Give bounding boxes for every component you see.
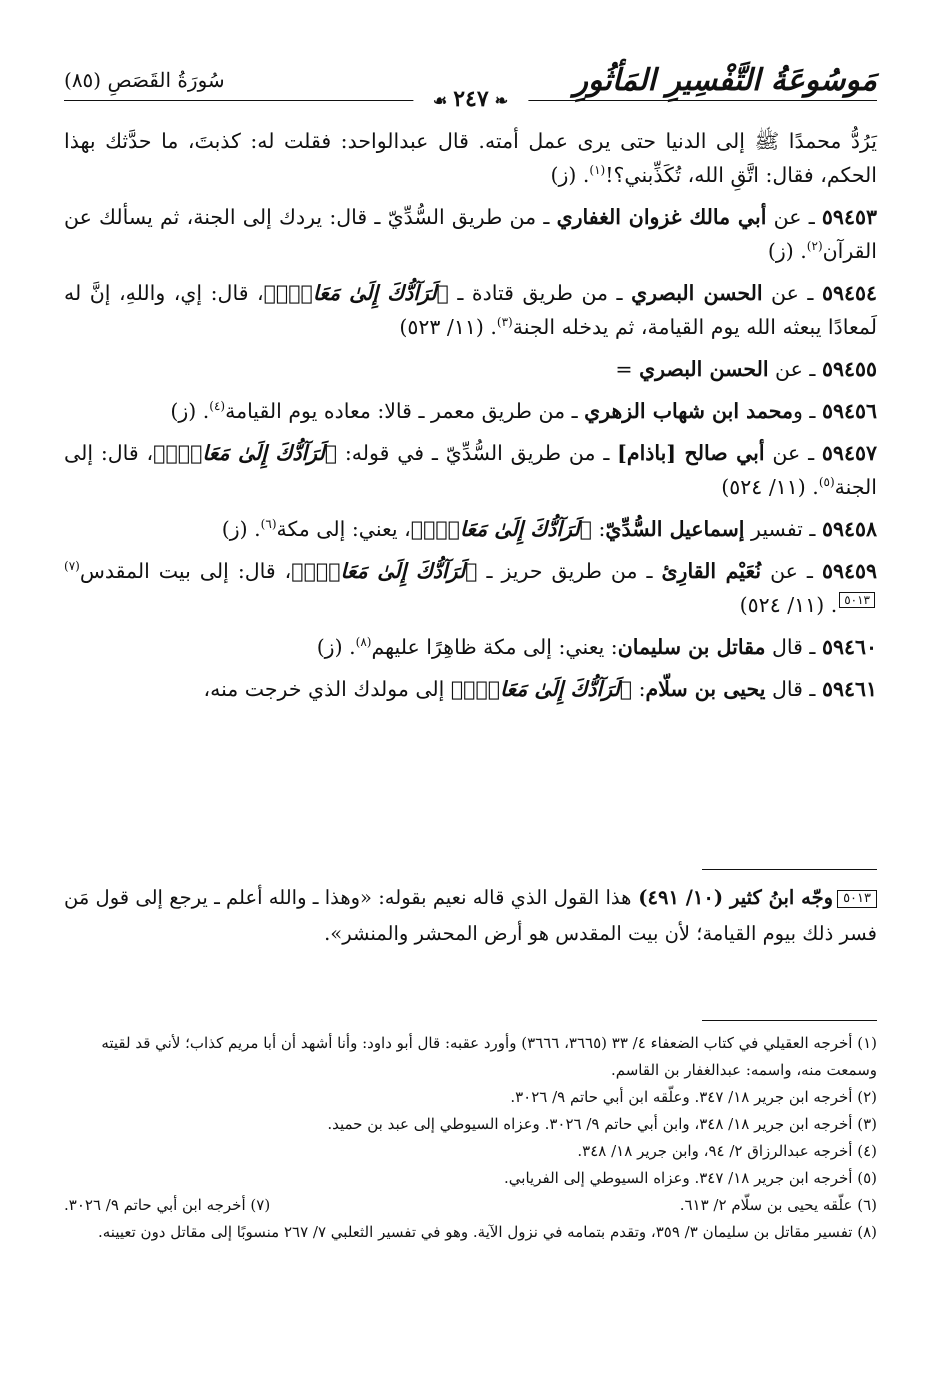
footnote-row	[64, 1192, 877, 1219]
footnotes	[64, 1030, 877, 1246]
text: =	[615, 357, 640, 381]
footnote: (٨) تفسير مقاتل بن سليمان ٣/ ٣٥٩، وتقدم بتمامه في نزول الآية. وهو في تفسير الثعلبي ٧/ ٢٦٧ منسوبًا إلى مقاتل دون تعيينه.	[97, 1223, 877, 1241]
text: . (ز)	[170, 399, 210, 423]
text: ـ عن	[761, 559, 822, 583]
narrator-name: أبي صالح [باذام]	[617, 441, 765, 465]
narration-entry	[64, 630, 877, 664]
entry-number: ٥٩٤٦٠	[821, 635, 877, 659]
text: إلى مولدك الذي خرجت منه،	[203, 677, 451, 701]
ornament-icon: ☙	[432, 91, 448, 110]
entry-number: ٥٩٤٥٤	[821, 281, 877, 305]
commentary-text: هذا القول الذي قاله نعيم بقوله: «وهذا ـ والله أعلم ـ يرجع إلى قول مَن فسر ذلك بيوم القيامة؛ لأن بيت المقدس هو أرض المحشر والمنشر».	[64, 886, 877, 945]
text: وجّه	[794, 886, 834, 909]
text: . (ز)	[221, 517, 261, 541]
footnote: (٦) علّقه يحيى بن سلّام ٢/ ٦١٣.	[679, 1196, 877, 1214]
narrator-name: أبي مالك غزوان الغفاري	[556, 205, 767, 229]
text: . (ز)	[550, 163, 590, 187]
page-number-block	[413, 86, 528, 114]
text: ـ عن	[762, 281, 822, 305]
text: ، قال: إلى بيت المقدس	[79, 559, 292, 583]
text: ، قال: إلى الجنة	[64, 441, 877, 499]
narrator-name: نُعَيْم القارِئ	[661, 559, 762, 583]
text: ـ من طريق معمر ـ قالا: معاده يوم القيامة	[225, 399, 585, 423]
entry-number: ٥٩٤٥٣	[821, 205, 877, 229]
commentary-block	[64, 880, 877, 952]
page-header	[64, 58, 877, 110]
text: ـ من طريق السُّدِّيّ ـ في قوله:	[337, 441, 618, 465]
footnote-ref: (٥)	[818, 475, 835, 490]
narrator-name: مقاتل بن سليمان	[617, 635, 766, 659]
narration-entry	[64, 554, 877, 622]
text: : يعني: إلى مكة ظاهِرًا عليهم	[371, 635, 618, 659]
text: ـ قال	[765, 677, 822, 701]
narration-entry	[64, 352, 877, 386]
narrator-name: يحيى بن سلّام	[645, 677, 766, 701]
text: :	[632, 677, 646, 701]
footnote: (٥) أخرجه ابن جرير ١٨/ ٣٤٧. وعزاه السيوطي إلى الفريابي.	[504, 1169, 877, 1187]
text: . (١١/ ٥٢٣)	[399, 315, 497, 339]
entry-number: ٥٩٤٥٧	[821, 441, 877, 465]
footnote-separator	[702, 1020, 877, 1021]
narration-entry	[64, 276, 877, 344]
narrator-name: إسماعيل السُّدِّيّ	[605, 517, 745, 541]
commentary-ref-box[interactable]: ٥٠١٣	[839, 592, 875, 608]
paragraph	[64, 124, 877, 192]
book-title: مَوسُوعَةُ التَّفْسِيرِ المَأثُورِ	[573, 63, 877, 98]
text: ـ من طريق السُّدِّيّ ـ قال: يردك إلى الجنة، ثم يسألك عن القرآن	[64, 205, 877, 263]
commentary-number-box: ٥٠١٣	[837, 890, 877, 908]
narrator-name: الحسن البصري	[631, 281, 763, 305]
quran-verse: ﴿لَرَآدُّكَ إِلَىٰ مَعَادٍۚ﴾	[410, 517, 592, 541]
text: ـ من طريق قتادة ـ	[448, 281, 632, 305]
quran-verse: ﴿لَرَآدُّكَ إِلَىٰ مَعَادٍۚ﴾	[291, 559, 478, 583]
quran-verse: ﴿لَرَآدُّكَ إِلَىٰ مَعَادٍۚ﴾	[153, 441, 338, 465]
footnote-ref: (٤)	[209, 399, 226, 414]
quran-verse: ﴿لَرَآدُّكَ إِلَىٰ مَعَادٍۚ﴾	[450, 677, 633, 701]
footnote: (٢) أخرجه ابن جرير ١٨/ ٣٤٧. وعلّقه ابن أبي حاتم ٩/ ٣٠٢٦.	[510, 1088, 877, 1106]
narrator-name: الحسن البصري	[639, 357, 769, 381]
separator-rule	[702, 869, 877, 870]
footnote: (١) أخرجه العقيلي في كتاب الضعفاء ٤/ ٣٣ (٣٦٦٥، ٣٦٦٦) وأورد عقبه: قال أبو داود: وأنا أشهد أن أبا مريم كذاب؛ لأني قد لقيته وسمعت منه، واسمه: عبدالغفار بن القاسم.	[101, 1034, 877, 1079]
text: ، قال: إي، واللهِ، إنَّ له لَمعادًا يبعثه الله يوم القيامة، ثم يدخله الجنة	[64, 281, 877, 339]
page-number: ٢٤٧	[453, 86, 489, 112]
text: ـ عن	[764, 441, 822, 465]
entry-number: ٥٩٤٥٦	[821, 399, 877, 423]
entry-number: ٥٩٤٥٨	[821, 517, 877, 541]
footnote-ref: (٧)	[64, 559, 80, 574]
footnote-ref: (٣)	[496, 315, 513, 330]
text: ـ عن	[768, 357, 822, 381]
quran-verse: ﴿لَرَآدُّكَ إِلَىٰ مَعَادٍۚ﴾	[263, 281, 449, 305]
text: يَرُدُّ محمدًا ﷺ إلى الدنيا حتى يرى عمل أمته. قال عبدالواحد: فقلت له: كذبتَ، ما حدَّثك بهذا الحكم، فقال: اتَّقِ الله، تُكَذِّبني؟!	[64, 129, 877, 187]
footnote-ref: (١)	[589, 163, 606, 178]
footnote: (٣) أخرجه ابن جرير ١٨/ ٣٤٨، وابن أبي حاتم ٩/ ٣٠٢٦. وعزاه السيوطي إلى عبد بن حميد.	[327, 1115, 877, 1133]
narration-entry	[64, 200, 877, 268]
text: ـ و	[792, 399, 822, 423]
text: :	[591, 517, 606, 541]
narration-entry	[64, 394, 877, 428]
narration-entry	[64, 436, 877, 504]
ornament-icon: ❧	[494, 91, 509, 110]
text: ـ قال	[765, 635, 822, 659]
footnote: (٧) أخرجه ابن أبي حاتم ٩/ ٣٠٢٦.	[64, 1196, 271, 1214]
scholar-name: ابنُ كثير	[729, 886, 795, 909]
text: . (ز)	[767, 239, 807, 263]
narration-entry	[64, 672, 877, 706]
reference: (١٠/ ٤٩١)	[631, 886, 730, 909]
text: ـ عن	[766, 205, 822, 229]
footnote-ref: (٢)	[806, 239, 823, 254]
text: ، يعني: إلى مكة	[276, 517, 411, 541]
footnote-ref: (٨)	[355, 635, 372, 650]
text: . (١١/ ٥٢٤)	[739, 593, 838, 617]
entry-number: ٥٩٤٦١	[821, 677, 877, 701]
entry-number: ٥٩٤٥٥	[821, 357, 877, 381]
entry-number: ٥٩٤٥٩	[821, 559, 877, 583]
text: ـ من طريق حريز ـ	[477, 559, 662, 583]
footnote: (٤) أخرجه عبدالرزاق ٢/ ٩٤، وابن جرير ١٨/ ٣٤٨.	[577, 1142, 877, 1160]
text: ـ تفسير	[744, 517, 822, 541]
text: . (ز)	[316, 635, 356, 659]
narration-entry	[64, 512, 877, 546]
main-text	[64, 124, 877, 706]
text: . (١١/ ٥٢٤)	[721, 475, 819, 499]
surah-title: سُورَةُ القَصَصِ (٨٥)	[64, 68, 225, 92]
narrator-name: محمد ابن شهاب الزهري	[584, 399, 793, 423]
footnote-ref: (٦)	[260, 517, 277, 532]
